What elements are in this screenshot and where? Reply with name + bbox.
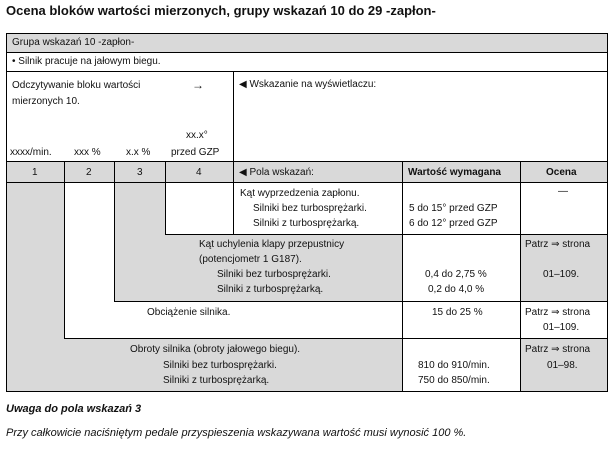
r1-rating1: Patrz ⇒ strona [525,344,591,355]
field-format-3: x.x % [126,147,151,158]
field-number-1: 1 [32,167,38,178]
r3-rating2: 01–109. [543,269,580,280]
col-header-rating: Ocena [546,167,577,178]
r3-label2: (potencjometr 1 G187). [199,254,302,265]
display-label: ◀ Wskazanie na wyświetlaczu: [239,79,377,90]
field-number-3: 3 [137,167,143,178]
r3-rating1: Patrz ⇒ strona [525,239,591,250]
readout-line-2: mierzonych 10. [12,96,80,107]
col-header-required: Wartość wymagana [408,167,501,178]
condition-text: • Silnik pracuje na jałowym biegu. [12,56,161,67]
r4-sub1: Silniki bez turbosprężarki. [253,203,367,214]
r3-val1: 0,4 do 2,75 % [425,269,487,280]
field-format-4-value: xx.x° [186,130,208,141]
r3-sub1: Silniki bez turbosprężarki. [217,269,331,280]
r4-rating: — [558,186,568,197]
r4-val2: 6 do 12° przed GZP [409,218,498,229]
col-header-field: ◀ Pola wskazań: [239,167,314,178]
r2-rating2: 01–109. [543,322,580,333]
field-number-2: 2 [86,167,92,178]
field-format-4-unit: przed GZP [171,147,220,158]
note-title: Uwaga do pola wskazań 3 [6,403,142,415]
field-format-2: xxx % [74,147,101,158]
r1-sub2: Silniki z turbosprężarką. [163,375,270,386]
r4-val1: 5 do 15° przed GZP [409,203,498,214]
r1-val1: 810 do 910/min. [418,360,490,371]
r3-label1: Kąt uchylenia klapy przepustnicy [199,239,345,250]
readout-line-1: Odczytywanie bloku wartości [12,80,141,91]
r3-sub2: Silniki z turbosprężarką. [217,284,324,295]
note-text: Przy całkowicie naciśniętym pedale przyspieszenia wskazywana wartość musi wynosić 100 %. [6,427,467,439]
r4-label: Kąt wyprzedzenia zapłonu. [240,188,360,199]
field-number-4: 4 [196,167,202,178]
group-header: Grupa wskazań 10 -zapłon- [12,37,135,48]
r1-val2: 750 do 850/min. [418,375,490,386]
r2-label: Obciążenie silnika. [147,307,231,318]
arrow-right-icon: → [192,78,204,92]
field-format-1: xxxx/min. [10,147,52,158]
r2-rating1: Patrz ⇒ strona [525,307,591,318]
r3-val2: 0,2 do 4,0 % [428,284,485,295]
r2-val: 15 do 25 % [432,307,483,318]
r1-sub1: Silniki bez turbosprężarki. [163,360,277,371]
r1-rating2: 01–98. [547,360,578,371]
page-title: Ocena bloków wartości mierzonych, grupy wskazań 10 do 29 -zapłon- [6,3,436,18]
r4-sub2: Silniki z turbosprężarką. [253,218,360,229]
r1-label: Obroty silnika (obroty jałowego biegu). [130,344,301,355]
